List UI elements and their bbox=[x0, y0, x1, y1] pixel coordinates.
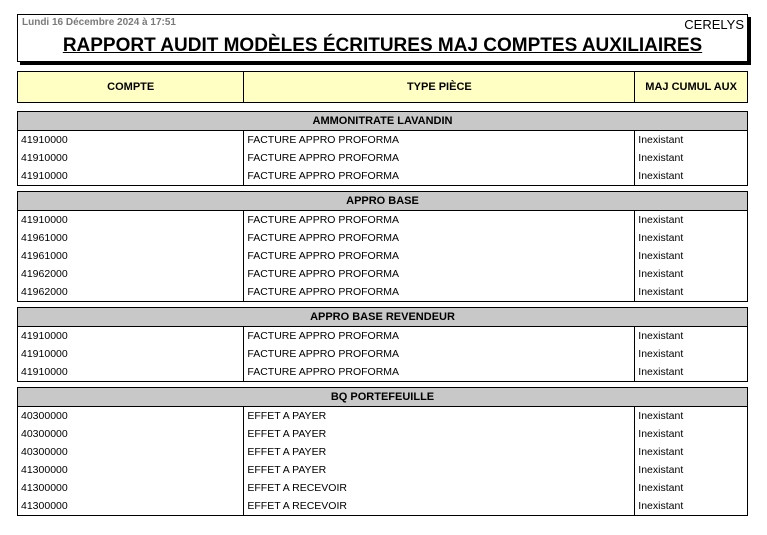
group-title: APPRO BASE bbox=[18, 192, 747, 211]
type-piece-cell: FACTURE APPRO PROFORMA bbox=[244, 149, 635, 167]
maj-cumul-cell: Inexistant bbox=[638, 464, 684, 476]
table-row bbox=[18, 407, 747, 425]
type-piece-cell: EFFET A PAYER bbox=[244, 443, 635, 461]
type-piece-cell: FACTURE APPRO PROFORMA bbox=[244, 131, 635, 149]
table-row bbox=[18, 479, 747, 497]
group-title: APPRO BASE REVENDEUR bbox=[18, 308, 747, 327]
type-piece-cell: FACTURE APPRO PROFORMA bbox=[244, 211, 635, 229]
compte-cell: 41300000 bbox=[18, 479, 244, 497]
compte-cell: 41300000 bbox=[18, 461, 244, 479]
compte-cell: 41961000 bbox=[18, 229, 244, 247]
maj-cumul-cell: Inexistant bbox=[638, 366, 684, 378]
maj-cumul-cell: Inexistant bbox=[638, 214, 684, 226]
compte-cell: 40300000 bbox=[18, 443, 244, 461]
table-row bbox=[18, 131, 747, 149]
report-group bbox=[17, 111, 748, 186]
type-piece-cell: EFFET A RECEVOIR bbox=[244, 479, 635, 497]
table-row bbox=[18, 363, 747, 381]
type-piece-cell: FACTURE APPRO PROFORMA bbox=[244, 167, 635, 185]
compte-cell: 41961000 bbox=[18, 247, 244, 265]
table-row bbox=[18, 443, 747, 461]
maj-cumul-cell: Inexistant bbox=[638, 268, 684, 280]
report-header bbox=[17, 14, 748, 62]
table-row bbox=[18, 265, 747, 283]
maj-cumul-cell: Inexistant bbox=[638, 286, 684, 298]
compte-cell: 40300000 bbox=[18, 425, 244, 443]
compte-cell: 41910000 bbox=[18, 363, 244, 381]
report-title: RAPPORT AUDIT MODÈLES ÉCRITURES MAJ COMPTES AUXILIAIRES bbox=[62, 35, 703, 56]
type-piece-cell: FACTURE APPRO PROFORMA bbox=[244, 363, 635, 381]
group-title: AMMONITRATE LAVANDIN bbox=[18, 112, 747, 131]
type-piece-cell: FACTURE APPRO PROFORMA bbox=[244, 327, 635, 345]
column-header-compte: COMPTE bbox=[18, 72, 244, 102]
type-piece-cell: EFFET A RECEVOIR bbox=[244, 497, 635, 515]
table-row bbox=[18, 229, 747, 247]
type-piece-cell: EFFET A PAYER bbox=[244, 407, 635, 425]
type-piece-cell: FACTURE APPRO PROFORMA bbox=[244, 283, 635, 301]
type-piece-cell: FACTURE APPRO PROFORMA bbox=[244, 265, 635, 283]
compte-cell: 41910000 bbox=[18, 327, 244, 345]
company-name: CERELYS bbox=[684, 17, 744, 32]
table-row bbox=[18, 247, 747, 265]
table-row bbox=[18, 327, 747, 345]
table-row bbox=[18, 497, 747, 515]
group-title: BQ PORTEFEUILLE bbox=[18, 388, 747, 407]
column-header-type-piece: TYPE PIÈCE bbox=[244, 72, 635, 102]
maj-cumul-cell: Inexistant bbox=[638, 348, 684, 360]
report-group bbox=[17, 387, 748, 516]
table-row bbox=[18, 211, 747, 229]
maj-cumul-cell: Inexistant bbox=[638, 410, 684, 422]
print-date: Lundi 16 Décembre 2024 à 17:51 bbox=[22, 17, 176, 28]
compte-cell: 41910000 bbox=[18, 167, 244, 185]
table-row bbox=[18, 167, 747, 185]
report-group bbox=[17, 307, 748, 382]
compte-cell: 41962000 bbox=[18, 283, 244, 301]
compte-cell: 40300000 bbox=[18, 407, 244, 425]
table-row bbox=[18, 425, 747, 443]
compte-cell: 41910000 bbox=[18, 211, 244, 229]
column-header-maj-cumul: MAJ CUMUL AUX bbox=[645, 81, 737, 93]
maj-cumul-cell: Inexistant bbox=[638, 134, 684, 146]
compte-cell: 41300000 bbox=[18, 497, 244, 515]
type-piece-cell: FACTURE APPRO PROFORMA bbox=[244, 229, 635, 247]
report-group bbox=[17, 191, 748, 302]
maj-cumul-cell: Inexistant bbox=[638, 152, 684, 164]
table-row bbox=[18, 345, 747, 363]
maj-cumul-cell: Inexistant bbox=[638, 330, 684, 342]
maj-cumul-cell: Inexistant bbox=[638, 250, 684, 262]
compte-cell: 41962000 bbox=[18, 265, 244, 283]
compte-cell: 41910000 bbox=[18, 345, 244, 363]
table-row bbox=[18, 149, 747, 167]
maj-cumul-cell: Inexistant bbox=[638, 170, 684, 182]
maj-cumul-cell: Inexistant bbox=[638, 232, 684, 244]
type-piece-cell: EFFET A PAYER bbox=[244, 425, 635, 443]
maj-cumul-cell: Inexistant bbox=[638, 428, 684, 440]
compte-cell: 41910000 bbox=[18, 149, 244, 167]
compte-cell: 41910000 bbox=[18, 131, 244, 149]
maj-cumul-cell: Inexistant bbox=[638, 446, 684, 458]
type-piece-cell: FACTURE APPRO PROFORMA bbox=[244, 345, 635, 363]
table-row bbox=[18, 283, 747, 301]
type-piece-cell: EFFET A PAYER bbox=[244, 461, 635, 479]
maj-cumul-cell: Inexistant bbox=[638, 482, 684, 494]
maj-cumul-cell: Inexistant bbox=[638, 500, 684, 512]
table-row bbox=[18, 461, 747, 479]
type-piece-cell: FACTURE APPRO PROFORMA bbox=[244, 247, 635, 265]
column-header-row bbox=[17, 71, 748, 103]
